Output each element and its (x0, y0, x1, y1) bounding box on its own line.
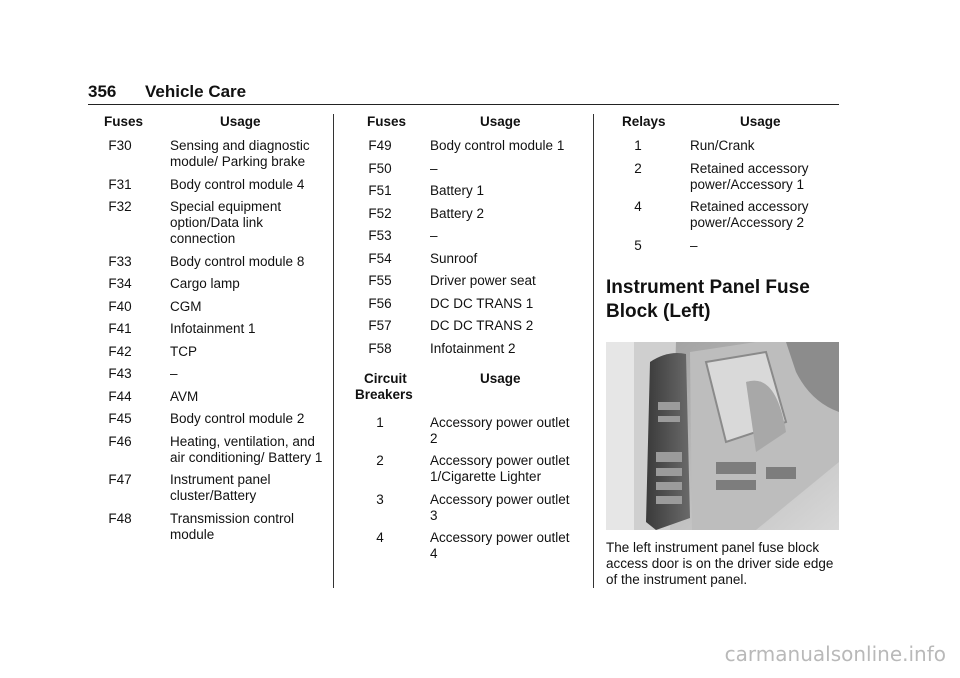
table-row (88, 299, 328, 315)
col-usage-label: Usage (480, 114, 521, 129)
breakers-table (348, 415, 580, 563)
row-usage: – (170, 366, 178, 381)
table-row (88, 389, 328, 405)
row-key: F57 (368, 318, 392, 333)
row-usage: Battery 2 (430, 205, 485, 221)
row-key: F43 (108, 366, 132, 381)
row-usage: AVM (170, 388, 199, 404)
row-key: 1 (634, 138, 642, 153)
relays-table (606, 138, 840, 254)
row-key: F31 (108, 176, 132, 192)
table-row (348, 318, 580, 334)
row-key: F33 (108, 253, 132, 269)
table-row (88, 344, 328, 360)
fuses-table-2 (348, 138, 580, 357)
row-usage: Body control module 1 (430, 138, 565, 153)
row-key: F44 (108, 388, 132, 404)
col-usage-label: Usage (220, 114, 261, 129)
row-key: F53 (368, 228, 392, 243)
col-breakers-label: Breakers (355, 386, 413, 402)
row-usage: Battery 1 (430, 183, 485, 198)
table-row (348, 415, 580, 447)
section-title: Vehicle Care (145, 82, 247, 101)
row-usage: Body control module 2 (170, 411, 305, 426)
table-row (348, 341, 580, 357)
row-key: 2 (634, 160, 642, 176)
table-row (348, 530, 580, 562)
column-3 (606, 114, 840, 588)
row-usage: Infotainment 2 (430, 340, 516, 356)
row-usage: Run/Crank (690, 138, 755, 153)
row-key: F30 (108, 138, 132, 153)
breakers-table-header (348, 371, 580, 407)
row-key: F56 (368, 295, 392, 311)
col-relays-label: Relays (622, 114, 666, 129)
row-usage: Instrument panel cluster/Battery (170, 472, 271, 503)
table-row (88, 321, 328, 337)
row-usage: Sensing and diagnostic module/ Parking brake (170, 138, 310, 169)
row-key: F46 (108, 433, 132, 449)
row-key: F47 (108, 472, 132, 487)
row-usage: Accessory power outlet 4 (430, 530, 570, 561)
fuses-table-1 (88, 114, 328, 549)
row-key: F42 (108, 343, 132, 359)
table-row (348, 228, 580, 244)
fuses-table-1-header (88, 114, 328, 132)
row-key: F41 (108, 321, 132, 336)
row-key: F32 (108, 199, 132, 214)
row-usage: Sunroof (430, 250, 478, 266)
row-usage: Accessory power outlet 3 (430, 491, 570, 523)
row-usage: DC DC TRANS 2 (430, 318, 534, 333)
fuses-table-2-header (348, 114, 580, 132)
row-key: F51 (368, 183, 392, 198)
table-row (348, 138, 580, 154)
table-row (88, 138, 328, 170)
column-divider-1 (333, 114, 334, 588)
header-rule (88, 104, 839, 105)
row-key: 3 (376, 491, 384, 507)
row-key: 4 (376, 530, 384, 545)
col-fuses-label: Fuses (104, 114, 144, 129)
row-key: 4 (634, 199, 642, 214)
row-key: F40 (108, 298, 132, 314)
col-usage-label: Usage (480, 370, 521, 386)
table-row (88, 411, 328, 427)
table-row (88, 177, 328, 193)
row-key: F54 (368, 250, 392, 266)
table-row (88, 511, 328, 543)
table-row (606, 161, 840, 193)
col-usage-label: Usage (740, 114, 781, 129)
row-key: F52 (368, 205, 392, 221)
col-circuit-label: Circuit (364, 370, 407, 386)
row-key: F50 (368, 160, 392, 176)
row-usage: Infotainment 1 (170, 321, 256, 336)
table-row (348, 273, 580, 289)
table-row (348, 161, 580, 177)
table-row (348, 206, 580, 222)
photo-caption: The left instrument panel fuse block access door is on the driver side edge of the instrument panel. (606, 539, 834, 587)
row-usage: Heating, ventilation, and air conditioning/ Battery 1 (170, 433, 323, 465)
fuse-block-photo (606, 342, 839, 530)
row-usage: – (690, 237, 698, 253)
table-row (348, 296, 580, 312)
table-row (348, 453, 580, 485)
section-heading: Instrument Panel Fuse Block (Left) (606, 276, 810, 322)
row-usage: Retained accessory power/Accessory 2 (690, 199, 809, 230)
row-usage: – (430, 160, 438, 176)
row-usage: Accessory power outlet 2 (430, 414, 570, 446)
row-usage: Body control module 4 (170, 176, 305, 192)
row-key: F55 (368, 273, 392, 288)
watermark: carmanualsonline.info (724, 642, 946, 666)
row-usage: Accessory power outlet 1/Cigarette Lighter (430, 453, 570, 484)
row-usage: Driver power seat (430, 273, 536, 288)
row-key: F58 (368, 340, 392, 356)
row-usage: Transmission control module (170, 510, 295, 542)
row-key: 2 (376, 453, 384, 468)
table-row (88, 472, 328, 504)
row-key: F49 (368, 138, 392, 153)
row-key: F45 (108, 411, 132, 426)
relays-table-header (606, 114, 840, 132)
row-usage: Retained accessory power/Accessory 1 (690, 160, 809, 192)
page-header (88, 82, 838, 106)
row-key: 5 (634, 237, 642, 253)
table-row (348, 492, 580, 524)
table-row (348, 251, 580, 267)
row-key: F34 (108, 276, 132, 291)
row-usage: Body control module 8 (170, 253, 305, 269)
column-divider-2 (593, 114, 594, 588)
col-fuses-label: Fuses (367, 114, 407, 129)
row-usage: TCP (170, 343, 197, 359)
table-row (606, 238, 840, 254)
table-row (88, 254, 328, 270)
row-usage: CGM (170, 298, 202, 314)
table-row (88, 276, 328, 292)
table-row (348, 183, 580, 199)
row-key: F48 (108, 510, 132, 526)
row-usage: Special equipment option/Data link connection (170, 199, 282, 246)
table-row (606, 199, 840, 231)
row-usage: – (430, 228, 438, 243)
row-usage: DC DC TRANS 1 (430, 295, 534, 311)
table-row (606, 138, 840, 154)
row-key: 1 (376, 414, 384, 430)
page-number: 356 (88, 82, 117, 101)
table-row (88, 434, 328, 466)
table-row (88, 366, 328, 382)
table-row (88, 199, 328, 247)
column-2 (348, 114, 580, 569)
row-usage: Cargo lamp (170, 276, 240, 291)
